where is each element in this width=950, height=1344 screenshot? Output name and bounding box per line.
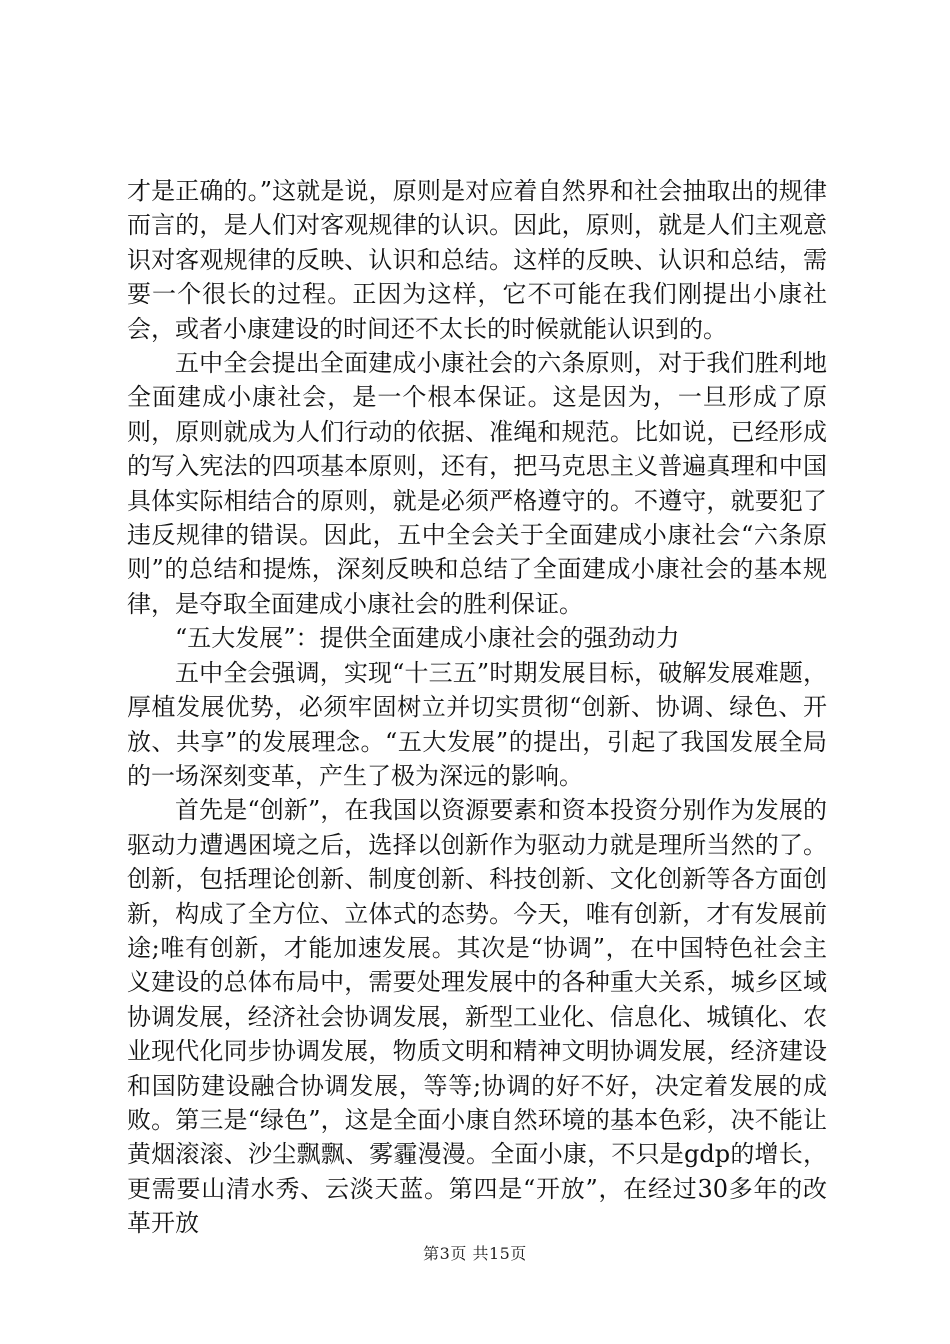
page-number-footer: 第3页 共15页 [423,1244,527,1263]
paragraph-3: 五中全会强调，实现“十三五”时期发展目标，破解发展难题，厚植发展优势，必须牢固树立并切实贯彻“创新、协调、绿色、开放、共享”的发展理念。“五大发展”的提出，引起了我国发展全局的一场深刻变革，产生了极为深远的影响。 [127,658,827,790]
paragraph-4: 首先是“创新”，在我国以资源要素和资本投资分别作为发展的驱动力遭遇困境之后，选择以创新作为驱动力就是理所当然的了。创新，包括理论创新、制度创新、科技创新、文化创新等各方面创新，构成了全方位、立体式的态势。今天，唯有创新，才有发展前途;唯有创新，才能加速发展。其次是“协调”，在中国特色社会主义建设的总体布局中，需要处理发展中的各种重大关系，城乡区域协调发展，经济社会协调发展，新型工业化、信息化、城镇化、农业现代化同步协调发展，物质文明和精神文明协调发展，经济建设和国防建设融合协调发展，等等;协调的好不好，决定着发展的成败。第三是“绿色”，这是全面小康自然环境的基本色彩，决不能让黄烟滚滚、沙尘飘飘、雾霾漫漫。全面小康，不只是gdp的增长，更需要山清水秀、云淡天蓝。第四是“开放”，在经过30多年的改革开放 [127,796,827,1238]
section-heading: “五大发展”：提供全面建成小康社会的强劲动力 [175,624,680,653]
document-body [127,174,827,1241]
paragraph-2: 五中全会提出全面建成小康社会的六条原则，对于我们胜利地全面建成小康社会，是一个根本保证。这是因为，一旦形成了原则，原则就成为人们行动的依据、准绳和规范。比如说，已经形成的写入宪法的四项基本原则，还有，把马克思主义普遍真理和中国具体实际相结合的原则，就是必须严格遵守的。不遵守，就要犯了违反规律的错误。因此，五中全会关于全面建成小康社会“六条原则”的总结和提炼，深刻反映和总结了全面建成小康社会的基本规律，是夺取全面建成小康社会的胜利保证。 [127,349,827,618]
paragraph-1: 才是正确的。”这就是说，原则是对应着自然界和社会抽取出的规律而言的，是人们对客观规律的认识。因此，原则，就是人们主观意识对客观规律的反映、认识和总结。这样的反映、认识和总结，需要一个很长的过程。正因为这样，它不可能在我们刚提出小康社会，或者小康建设的时间还不太长的时候就能认识到的。 [127,177,827,343]
